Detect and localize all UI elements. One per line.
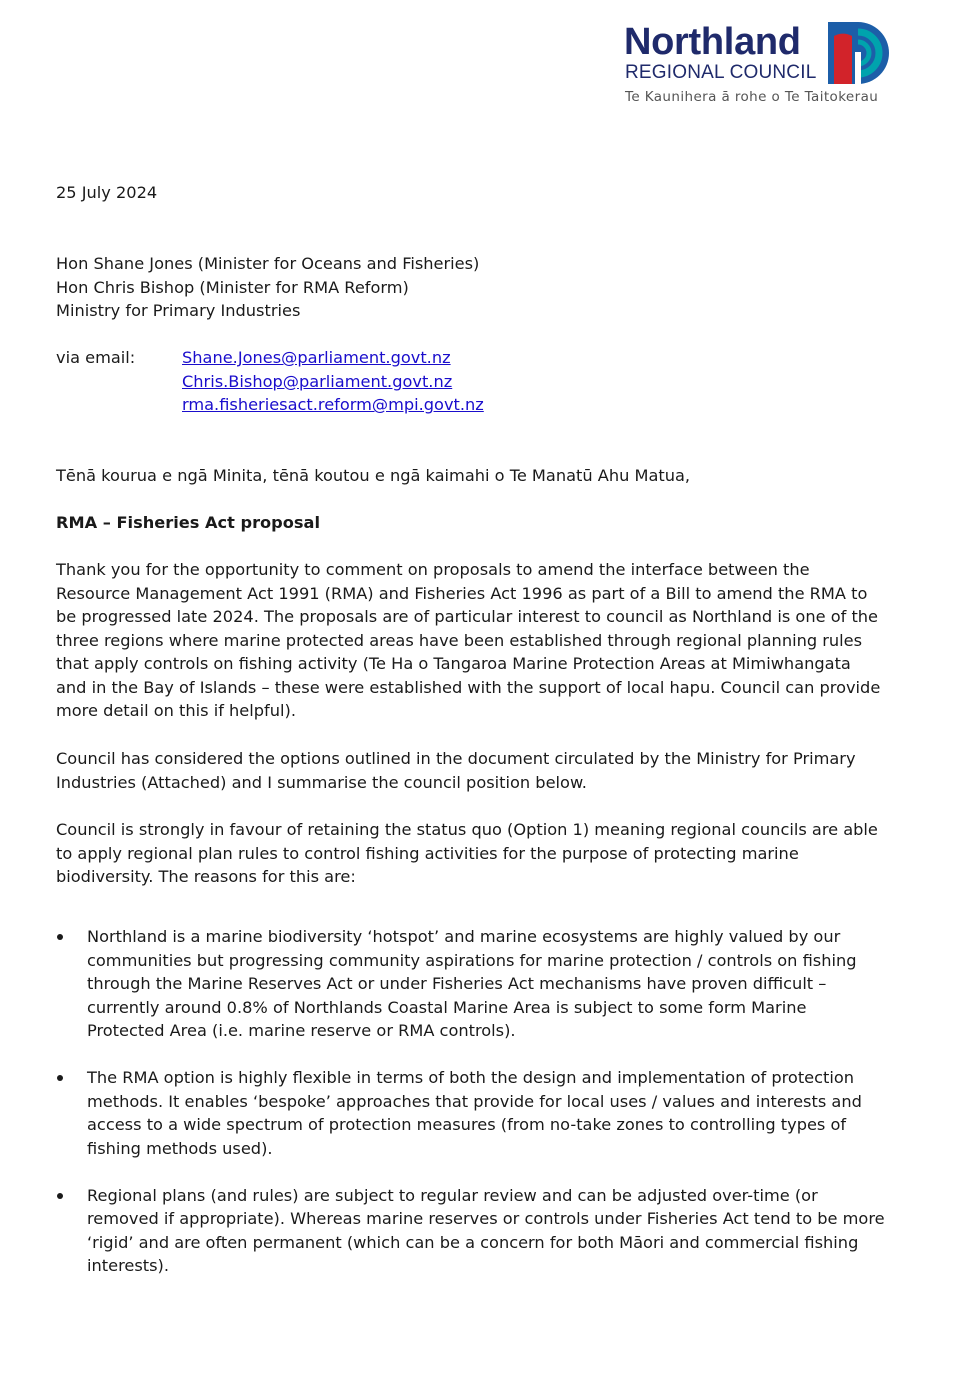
list-item [56,925,886,1043]
bullet-icon [57,934,63,940]
list-item [56,1066,886,1160]
list-item-text: Northland is a marine biodiversity ‘hotspot’ and marine ecosystems are highly valued by our communities but progressing community aspirations for marine protection / controls on fishing through the Marine Reserves Act or under Fisheries Act mechanisms have proven difficult – currently around 0.8% of Northlands Coastal Marine Area is subject to some form Marine Protected Area (i.e. marine reserve or RMA controls). [87,927,857,1040]
email-list [182,346,484,417]
bullet-icon [57,1193,63,1199]
list-item [56,1184,886,1278]
body-paragraph: Thank you for the opportunity to comment on proposals to amend the interface between the Resource Management Act 1991 (RMA) and Fisheries Act 1996 as part of a Bill to amend the RMA to be progressed late 2024. The proposals are of particular interest to council as Northland is one of the three regions where marine protected areas have been established through regional planning rules that apply controls on fishing activity (Te Ha o Tangaroa Marine Protection Areas at Mimiwhangata and in the Bay of Islands – these were established with the support of local hapu. Council can provide more detail on this if helpful). [56,560,881,720]
email-link-mpi[interactable]: rma.fisheriesact.reform@mpi.govt.nz [182,395,484,414]
email-link-shane-jones[interactable]: Shane.Jones@parliament.govt.nz [182,348,451,367]
body-paragraph: Council has considered the options outlined in the document circulated by the Ministry for Primary Industries (Attached) and I summarise the council position below. [56,749,856,792]
logo-wordmark: Northland [624,21,801,63]
addressee-line: Hon Chris Bishop (Minister for RMA Reform) [56,277,409,297]
addressee-line: Hon Shane Jones (Minister for Oceans and Fisheries) [56,254,480,273]
addressee-block [56,252,479,323]
logo-maori-name: Te Kaunihera ā rohe o Te Taitokerau [625,89,879,105]
council-emblem-icon [828,22,890,84]
northland-regional-council-logo [624,20,894,112]
subject-heading: RMA – Fisheries Act proposal [56,513,320,532]
list-item-text: Regional plans (and rules) are subject to regular review and can be adjusted over-time (or removed if appropriate). Whereas marine reserves or controls under Fisheries Act tend to be more ‘rigid’ and are often permanent (which can be a concern for both Māori and commercial fishing interests). [87,1185,885,1275]
addressee-line: Ministry for Primary Industries [56,301,301,320]
bullet-icon [57,1075,63,1081]
email-link-chris-bishop[interactable]: Chris.Bishop@parliament.govt.nz [182,371,453,391]
body-paragraph: Council is strongly in favour of retaining the status quo (Option 1) meaning regional councils are able to apply regional plan rules to control fishing activities for the purpose of protecting marine biodiversity. The reasons for this are: [56,820,878,886]
reasons-list [56,925,886,1301]
via-email-label: via email: [56,348,136,367]
logo-subtitle: REGIONAL COUNCIL [625,62,817,83]
greeting: Tēnā kourua e ngā Minita, tēnā koutou e ngā kaimahi o Te Manatū Ahu Matua, [56,466,691,485]
letter-date: 25 July 2024 [56,183,158,202]
list-item-text: The RMA option is highly flexible in terms of both the design and implementation of protection methods. It enables ‘bespoke’ approaches that provide for local uses / values and interests and access to a wide spectrum of protection measures (from no-take zones to controlling types of fishing methods used). [87,1068,862,1158]
